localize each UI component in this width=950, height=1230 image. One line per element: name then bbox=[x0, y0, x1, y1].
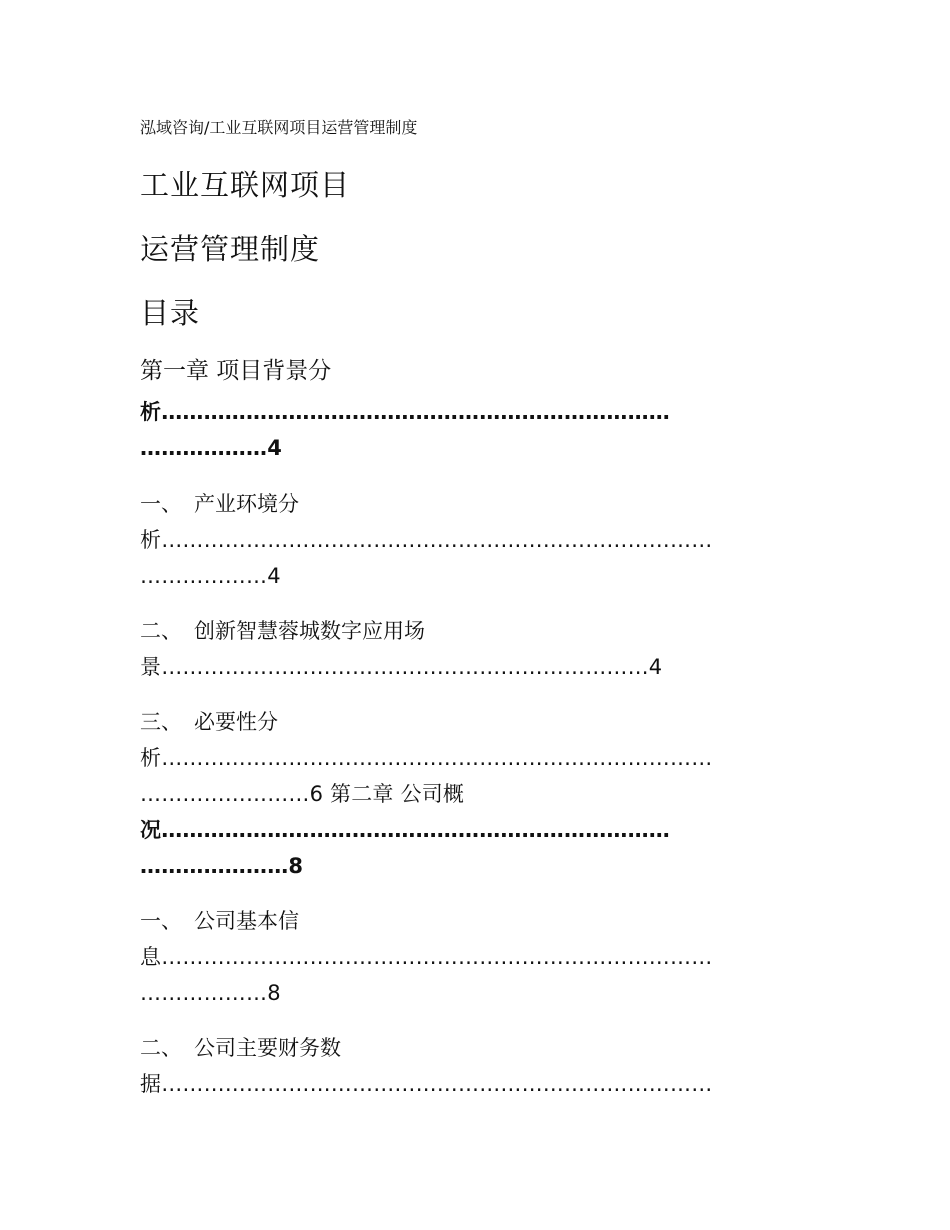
toc-chapter-1-page: ………………4 bbox=[140, 436, 283, 460]
toc-section-number: 三、 bbox=[140, 710, 182, 734]
toc-section-2-1[interactable] bbox=[140, 907, 299, 935]
toc-section-1-3-page-and-chapter-2[interactable]: ……………………6 第二章 公司概 bbox=[140, 782, 465, 806]
toc-section-1-1-page: ………………4 bbox=[140, 564, 281, 588]
toc-section-title: 公司基本信 bbox=[194, 909, 299, 933]
toc-section-title: 必要性分 bbox=[194, 710, 278, 734]
toc-chapter-2-page: …………………8 bbox=[140, 854, 304, 878]
toc-section-number: 二、 bbox=[140, 1036, 182, 1060]
document-header: 泓域咨询/工业互联网项目运营管理制度 bbox=[140, 118, 418, 137]
toc-section-number: 一、 bbox=[140, 492, 182, 516]
toc-section-title: 产业环境分 bbox=[194, 492, 299, 516]
toc-section-2-1-page: ………………8 bbox=[140, 981, 281, 1005]
toc-chapter-2-leader: 况……………………………………………………………… bbox=[140, 818, 670, 842]
toc-section-1-1-leader: 析…………………………………………………………………… bbox=[140, 528, 713, 552]
toc-section-title: 公司主要财务数 bbox=[194, 1036, 341, 1060]
toc-section-1-3[interactable] bbox=[140, 708, 278, 736]
toc-chapter-1-leader: 析……………………………………………………………… bbox=[140, 400, 670, 424]
title-line-2: 运营管理制度 bbox=[140, 232, 321, 266]
toc-section-2-1-leader: 息…………………………………………………………………… bbox=[140, 945, 713, 969]
toc-section-1-3-leader: 析…………………………………………………………………… bbox=[140, 746, 713, 770]
toc-section-1-2[interactable] bbox=[140, 617, 425, 645]
toc-section-1-1[interactable] bbox=[140, 490, 299, 518]
toc-chapter-1-title[interactable]: 第一章 项目背景分 bbox=[140, 358, 332, 384]
toc-section-title: 创新智慧蓉城数字应用场 bbox=[194, 619, 425, 643]
toc-section-2-2[interactable] bbox=[140, 1034, 341, 1062]
title-line-1: 工业互联网项目 bbox=[140, 168, 351, 202]
toc-section-number: 一、 bbox=[140, 909, 182, 933]
toc-heading: 目录 bbox=[140, 296, 201, 330]
toc-section-number: 二、 bbox=[140, 619, 182, 643]
toc-section-1-2-leader: 景……………………………………………………………4 bbox=[140, 655, 663, 679]
toc-section-2-2-leader: 据…………………………………………………………………… bbox=[140, 1072, 713, 1096]
